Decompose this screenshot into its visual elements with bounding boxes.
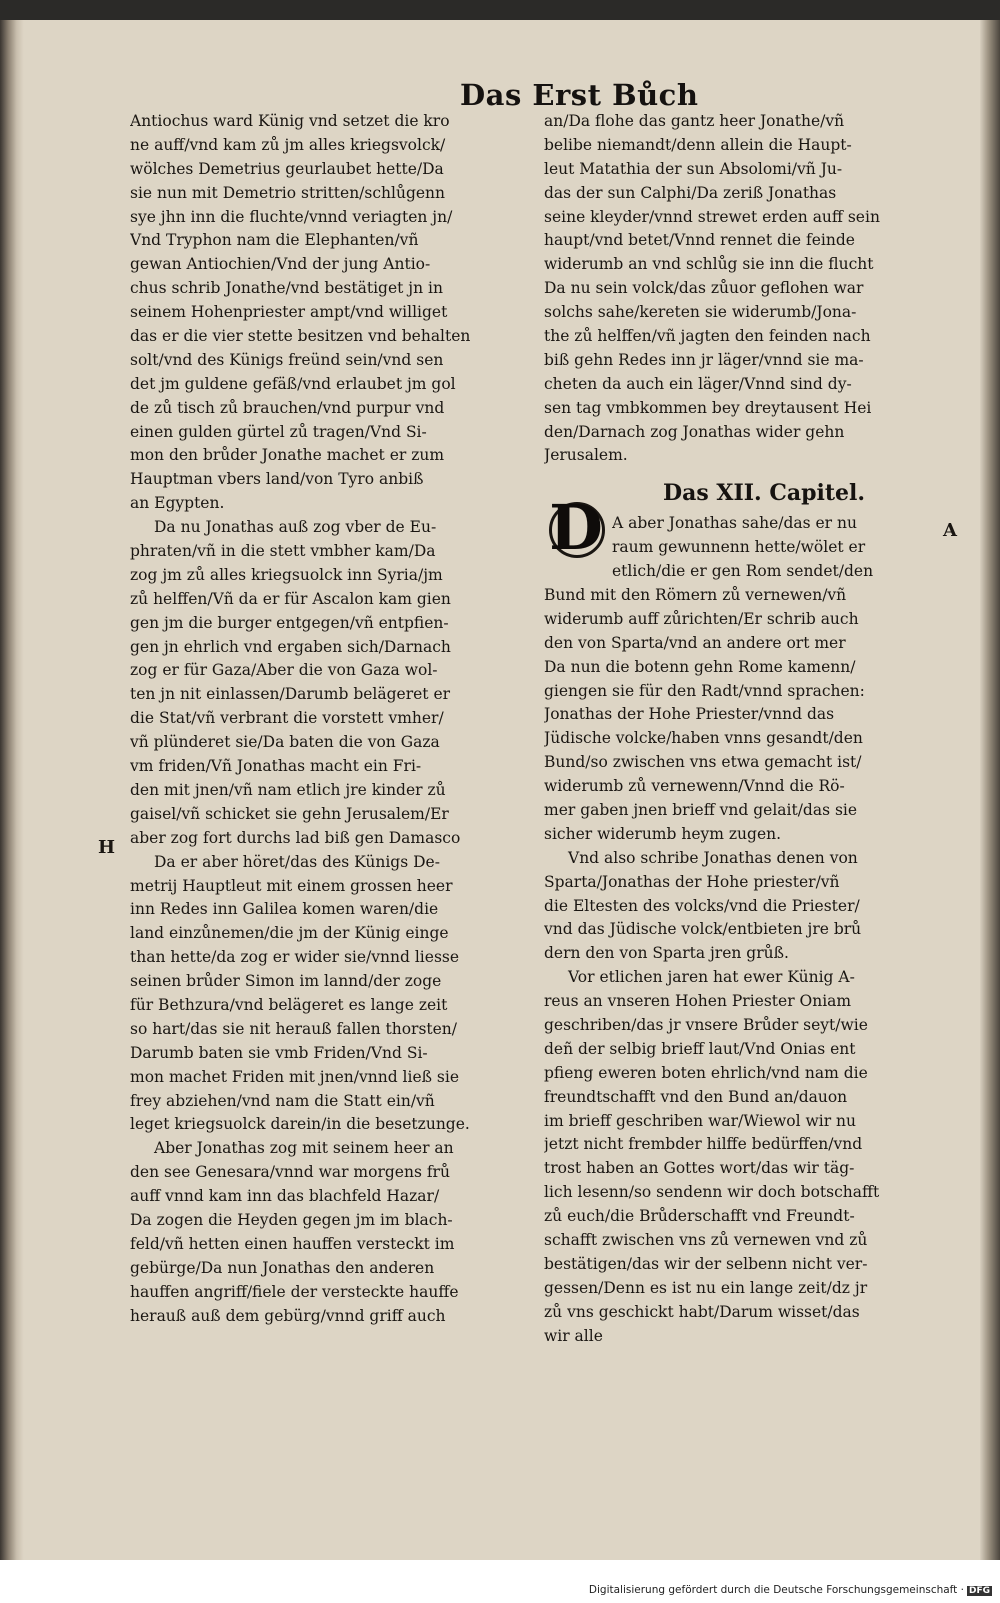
text-line: Vnd also schribe Jonathas denen von: [568, 848, 858, 867]
text-line: herauß auß dem gebürg/vnnd griff auch: [130, 1306, 446, 1325]
text-line: vnd das Jüdische volck/entbieten jre brů: [544, 920, 862, 939]
text-line: an Egypten.: [130, 494, 225, 513]
text-line: lich lesenn/so sendenn wir doch botschafft: [544, 1183, 880, 1202]
text-line: für Bethzura/vnd belägeret es lange zeit: [130, 995, 448, 1014]
right-column-rest: [544, 584, 936, 1349]
margin-note-right: A: [943, 520, 957, 541]
text-line: gewan Antiochien/Vnd der jung Antio-: [130, 255, 431, 274]
text-line: Bund mit den Römern zů vernewen/vñ: [544, 586, 847, 604]
text-line: belibe niemandt/denn allein die Haupt-: [544, 135, 852, 154]
text-line: gen jn ehrlich vnd ergaben sich/Darnach: [130, 637, 451, 656]
text-line: reus an vnseren Hohen Priester Oniam: [544, 992, 852, 1011]
text-line: solt/vnd des Künigs freünd sein/vnd sen: [130, 350, 444, 369]
text-line: Jüdische volcke/haben vnns gesandt/den: [544, 729, 863, 748]
text-line: Da zogen die Heyden gegen jm im blach-: [130, 1210, 453, 1229]
text-line: vñ plünderet sie/Da baten die von Gaza: [130, 733, 440, 752]
text-line: giengen sie für den Radt/vnnd sprachen:: [544, 681, 865, 700]
text-line: feld/vñ hetten einen hauffen versteckt im: [130, 1234, 455, 1253]
running-title: Das Erst Bůch: [460, 78, 699, 112]
dfg-credit-text: Digitalisierung gefördert durch die Deutsche Forschungsgemeinschaft ·: [588, 1584, 964, 1596]
text-line: vm friden/Vñ Jonathas macht ein Fri-: [130, 757, 422, 776]
text-line: Aber Jonathas zog mit seinem heer an: [154, 1139, 454, 1158]
text-line: than hette/da zog er wider sie/vnnd liesse: [130, 948, 460, 967]
text-line: schafft zwischen vns zů vernewen vnd zů: [544, 1231, 868, 1250]
text-line: die Stat/vñ verbrant die vorstett vmher/: [130, 709, 444, 728]
text-line: dern den von Sparta jren grůß.: [544, 944, 789, 963]
text-line: seine kleyder/vnnd strewet erden auff sein: [544, 207, 880, 226]
text-line: leget kriegsuolck darein/in die besetzunge.: [130, 1115, 470, 1134]
scanner-top-strip: [0, 0, 1000, 20]
text-line: leut Matathia der sun Absolomi/vñ Ju-: [544, 159, 843, 178]
text-line: gessen/Denn es ist nu ein lange zeit/dz jr: [544, 1278, 868, 1297]
book-spine-edge: [0, 20, 24, 1560]
text-line: phraten/vñ in die stett vmbher kam/Da: [130, 542, 436, 561]
text-line: pfieng eweren boten ehrlich/vnd nam die: [544, 1063, 868, 1082]
text-line: Antiochus ward Künig vnd setzet die kro: [130, 112, 450, 130]
text-line: gebürge/Da nun Jonathas den anderen: [130, 1258, 435, 1277]
text-line: solchs sahe/kereten sie widerumb/Jona-: [544, 303, 857, 322]
text-line: das der sun Calphi/Da zeriß Jonathas: [544, 183, 837, 202]
text-line: an/Da flohe das gantz heer Jonathe/vñ: [544, 112, 845, 130]
text-line: Da er aber höret/das des Künigs De-: [154, 852, 440, 871]
text-line: gaisel/vñ schicket sie gehn Jerusalem/Er: [130, 804, 449, 823]
text-line: det jm guldene gefäß/vnd erlaubet jm gol: [130, 374, 456, 393]
text-line: jetzt nicht frembder hilffe bedürffen/vnd: [544, 1135, 863, 1154]
text-line: freundtschafft vnd den Bund an/dauon: [544, 1087, 848, 1106]
text-line: raum gewunnenn hette/wölet er: [612, 537, 866, 556]
right-column-top: [544, 110, 936, 468]
text-line: mon den brůder Jonathe machet er zum: [130, 446, 445, 465]
dfg-credit: [589, 1584, 992, 1596]
text-line: sie nun mit Demetrio stritten/schlůgenn: [130, 183, 446, 202]
text-line: sye jhn inn die fluchte/vnnd veriagten jn/: [130, 207, 453, 226]
text-line: cheten da auch ein läger/Vnnd sind dy-: [544, 374, 852, 393]
chapter-heading: Das XII. Capitel.: [663, 480, 866, 506]
text-line: so hart/das sie nit herauß fallen thorsten/: [130, 1019, 458, 1038]
footer-bar: [0, 1560, 1000, 1603]
text-line: Darumb baten sie vmb Friden/Vnd Si-: [130, 1043, 428, 1062]
text-line: widerumb auff zůrichten/Er schrib auch: [544, 609, 859, 628]
text-line: den mit jnen/vñ nam etlich jre kinder zů: [130, 780, 446, 799]
text-line: inn Redes inn Galilea komen waren/die: [130, 900, 439, 919]
text-line: Vnd Tryphon nam die Elephanten/vñ: [130, 231, 419, 250]
text-line: frey abziehen/vnd nam die Statt ein/vñ: [130, 1091, 435, 1110]
text-line: hauffen angriff/fiele der versteckte hauffe: [130, 1282, 459, 1301]
text-line: mon machet Friden mit jnen/vnnd ließ sie: [130, 1067, 459, 1086]
text-line: gen jm die burger entgegen/vñ entpfien-: [130, 613, 449, 632]
text-line: Jonathas der Hohe Priester/vnnd das: [544, 705, 835, 724]
right-column-chapter-opening: [612, 512, 936, 584]
text-line: Jerusalem.: [544, 446, 628, 465]
text-line: ne auff/vnd kam zů jm alles kriegsvolck/: [130, 135, 446, 154]
text-line: chus schrib Jonathe/vnd bestätiget jn in: [130, 279, 443, 298]
drop-cap: [545, 492, 607, 564]
text-line: bestätigen/das wir der selbenn nicht ver-: [544, 1254, 868, 1273]
text-line: Bund/so zwischen vns etwa gemacht ist/: [544, 753, 862, 772]
text-line: de zů tisch zů brauchen/vnd purpur vnd: [130, 398, 445, 417]
left-column: [130, 110, 522, 1328]
text-line: Vor etlichen jaren hat ewer Künig A-: [568, 968, 855, 987]
text-line: seinem Hohenpriester ampt/vnd williget: [130, 303, 448, 322]
margin-note-left: H: [98, 837, 116, 858]
text-line: widerumb zů vernewenn/Vnnd die Rö-: [544, 777, 845, 796]
text-line: zog jm zů alles kriegsuolck inn Syria/jm: [130, 565, 443, 584]
text-line: Da nu sein volck/das zůuor geflohen war: [544, 279, 864, 298]
text-line: ten jn nit einlassen/Darumb belägeret er: [130, 685, 451, 704]
text-line: das er die vier stette besitzen vnd behalten: [130, 327, 471, 346]
text-line: etlich/die er gen Rom sendet/den: [612, 561, 874, 580]
text-line: den/Darnach zog Jonathas wider gehn: [544, 422, 845, 441]
dfg-logo: DFG: [968, 1586, 990, 1596]
text-line: deñ der selbig brieff laut/Vnd Onias ent: [544, 1039, 856, 1058]
text-line: die Eltesten des volcks/vnd die Priester/: [544, 896, 860, 915]
text-line: haupt/vnd betet/Vnnd rennet die feinde: [544, 231, 855, 250]
text-line: Da nu Jonathas auß zog vber de Eu-: [154, 518, 437, 537]
text-line: biß gehn Redes inn jr läger/vnnd sie ma-: [544, 350, 864, 369]
text-line: metrij Hauptleut mit einem grossen heer: [130, 876, 453, 895]
text-line: land einzůnemen/die jm der Künig einge: [130, 924, 449, 943]
text-line: zů vns geschickt habt/Darum wisset/das: [544, 1302, 860, 1321]
text-line: im brieff geschriben war/Wiewol wir nu: [544, 1111, 857, 1130]
text-line: A aber Jonathas sahe/das er nu: [612, 514, 857, 532]
text-line: the zů helffen/vñ jagten den feinden nach: [544, 327, 871, 346]
text-line: zů helffen/Vñ da er für Ascalon kam gien: [130, 589, 451, 608]
text-line: zog er für Gaza/Aber die von Gaza wol-: [130, 661, 438, 680]
text-line: wir alle: [544, 1326, 603, 1345]
text-line: Sparta/Jonathas der Hohe priester/vñ: [544, 872, 840, 891]
text-line: auff vnnd kam inn das blachfeld Hazar/: [130, 1187, 440, 1206]
text-line: geschriben/das jr vnsere Brůder seyt/wie: [544, 1016, 868, 1035]
text-line: Da nun die botenn gehn Rome kamenn/: [544, 657, 856, 676]
page-edge-right: [980, 20, 1000, 1560]
text-line: trost haben an Gottes wort/das wir täg-: [544, 1159, 855, 1178]
text-line: widerumb an vnd schlůg sie inn die flucht: [544, 255, 874, 274]
text-line: zů euch/die Brůderschafft vnd Freundt-: [544, 1207, 855, 1226]
text-line: seinen brůder Simon im lannd/der zoge: [130, 972, 442, 991]
text-line: den see Genesara/vnnd war morgens frů: [130, 1163, 450, 1182]
text-line: sen tag vmbkommen bey dreytausent Hei: [544, 398, 872, 417]
text-line: wölches Demetrius geurlaubet hette/Da: [130, 159, 444, 178]
text-line: aber zog fort durchs lad biß gen Damasco: [130, 828, 461, 847]
text-line: sicher widerumb heym zugen.: [544, 824, 782, 843]
drop-cap-letter: D: [549, 491, 603, 564]
text-line: den von Sparta/vnd an andere ort mer: [544, 633, 846, 652]
text-line: Hauptman vbers land/von Tyro anbiß: [130, 470, 424, 489]
text-line: mer gaben jnen brieff vnd gelait/das sie: [544, 801, 858, 820]
text-line: einen gulden gürtel zů tragen/Vnd Si-: [130, 422, 427, 441]
